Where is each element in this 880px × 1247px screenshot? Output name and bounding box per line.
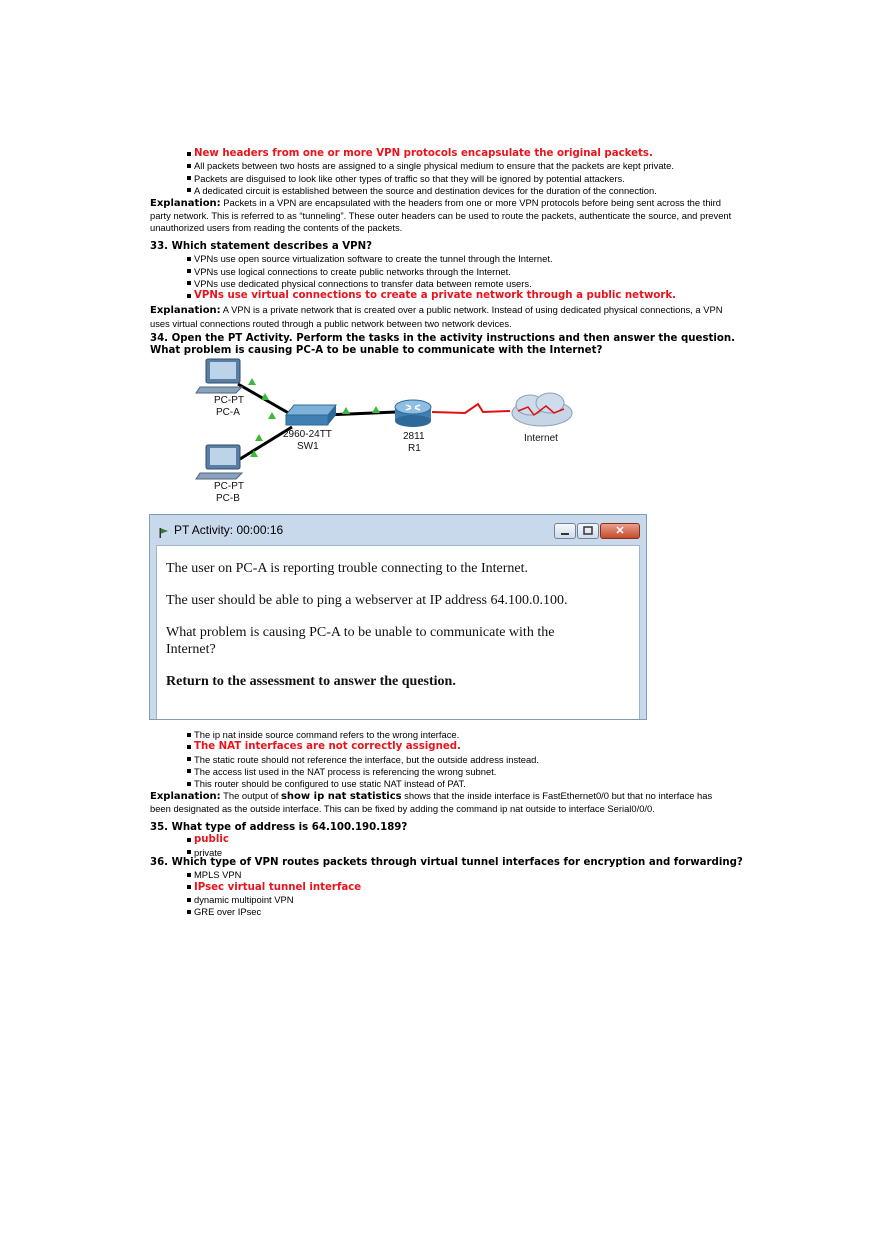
q36-section <box>0 857 750 918</box>
pt-instruction-2: The user should be able to ping a webserver at IP address 64.100.0.100. <box>166 593 568 608</box>
packet-tracer-icon <box>158 527 170 539</box>
pt-instruction-3: What problem is causing PC-A to be unable to communicate with the Internet? <box>166 625 555 657</box>
internet-label: Internet <box>524 433 558 444</box>
pt-window-title: PT Activity: 00:00:16 <box>174 523 284 537</box>
pc-b-icon <box>196 445 242 479</box>
maximize-icon <box>578 524 598 538</box>
explanation-text-pre: The output of <box>220 790 281 802</box>
minimize-button[interactable] <box>554 523 576 539</box>
q32-option-4: A dedicated circuit is established between the source and destination devices for the duration of the connection. <box>187 185 735 197</box>
q35-question: 35. What type of address is 64.100.190.189? <box>150 822 408 833</box>
q34-option-3: The static route should not reference the interface, but the outside address instead. <box>187 754 735 766</box>
q33-option-4: VPNs use virtual connections to create a private network through a public network. <box>187 290 740 302</box>
q35-option-1: public <box>187 834 740 846</box>
q32-options <box>0 148 735 197</box>
pc-a-name-label: PC-A <box>216 407 240 418</box>
router-name-label: R1 <box>408 443 421 454</box>
q33-explanation <box>150 303 735 330</box>
network-topology-diagram <box>150 357 670 517</box>
maximize-button[interactable] <box>577 523 599 539</box>
q33-option-1: VPNs use open source virtualization software to create the tunnel through the Internet. <box>187 253 740 265</box>
router-icon <box>395 400 431 427</box>
q34-options <box>0 729 735 790</box>
internet-cloud-icon <box>512 393 572 426</box>
q34-question-line2: What problem is causing PC-A to be unable to communicate with the Internet? <box>150 345 603 357</box>
q35-option-2: private <box>187 847 740 859</box>
q34-explanation <box>150 790 735 815</box>
pt-instruction-1: The user on PC-A is reporting trouble connecting to the Internet. <box>166 561 528 576</box>
pc-a-type-label: PC-PT <box>214 395 244 406</box>
router-model-label: 2811 <box>403 431 425 442</box>
switch-icon <box>286 405 336 425</box>
link-up-indicator <box>268 412 276 419</box>
q34-answers <box>0 729 735 815</box>
explanation-text-post: shows that the inside interface is FastEthernet0/0 but that no interface has been designated as the outside interface. This can be fixed by adding the command ip nat outside to interface Serial0/0/0. <box>150 790 713 815</box>
link-up-indicator <box>372 406 380 413</box>
q36-option-4: GRE over IPsec <box>187 906 750 918</box>
pt-activity-window <box>149 514 647 720</box>
q33-option-2: VPNs use logical connections to create public networks through the Internet. <box>187 266 740 278</box>
pc-a-icon <box>196 359 242 393</box>
explanation-label: Explanation: <box>150 198 221 210</box>
q33-section <box>0 241 740 330</box>
switch-model-label: 2960-24TT <box>283 429 332 440</box>
q36-option-2: IPsec virtual tunnel interface <box>187 882 750 894</box>
q32-option-3: Packets are disguised to look like other types of traffic so that they will be ignored by potential attackers. <box>187 173 735 185</box>
q33-option-3: VPNs use dedicated physical connections to transfer data between remote users. <box>187 278 740 290</box>
q36-options <box>0 869 750 918</box>
q34-question-line1: 34. Open the PT Activity. Perform the tasks in the activity instructions and then answer the question. <box>150 333 736 344</box>
q34-option-5: This router should be configured to use static NAT instead of PAT. <box>187 778 735 790</box>
link-up-indicator <box>255 434 263 441</box>
q34-option-4: The access list used in the NAT process is referencing the wrong subnet. <box>187 766 735 778</box>
q33-options <box>0 253 740 302</box>
explanation-command: show ip nat statistics <box>280 791 402 803</box>
link-r1-internet <box>432 404 510 413</box>
q34-section <box>0 333 740 358</box>
link-up-indicator <box>342 407 350 414</box>
close-icon: ✕ <box>615 525 625 537</box>
q35-section <box>0 822 740 859</box>
q36-question: 36. Which type of VPN routes packets through virtual tunnel interfaces for encryption and forwarding? <box>150 857 743 868</box>
explanation-label: Explanation: <box>150 305 221 317</box>
q32-option-2: All packets between two hosts are assigned to a single physical medium to ensure that the packets are kept private. <box>187 160 735 172</box>
q33-question: 33. Which statement describes a VPN? <box>150 241 373 252</box>
pc-b-name-label: PC-B <box>216 493 240 504</box>
q36-option-1: MPLS VPN <box>187 869 750 881</box>
q34-option-2: The NAT interfaces are not correctly assigned. <box>187 741 735 753</box>
link-up-indicator <box>248 378 256 385</box>
close-button[interactable] <box>600 523 640 539</box>
q32-section <box>0 148 735 234</box>
q32-option-1: New headers from one or more VPN protocols encapsulate the original packets. <box>187 148 735 160</box>
explanation-label: Explanation: <box>150 791 221 803</box>
pc-b-type-label: PC-PT <box>214 481 244 492</box>
pt-window-content <box>156 545 640 719</box>
q32-explanation <box>150 197 735 234</box>
minimize-icon <box>555 524 575 538</box>
q34-option-1: The ip nat inside source command refers to the wrong interface. <box>187 729 735 741</box>
q35-options <box>0 834 740 859</box>
explanation-text: Packets in a VPN are encapsulated with the headers from one or more VPN protocols before being sent across the third party network. This is referred to as “tunneling”. These outer headers can be used to route the packets, authenticate the source, and prevent unauthorized users from reading the contents of the packets. <box>150 197 732 234</box>
q36-option-3: dynamic multipoint VPN <box>187 894 750 906</box>
pt-instruction-4: Return to the assessment to answer the question. <box>166 674 456 689</box>
explanation-text: A VPN is a private network that is created over a public network. Instead of using dedicated physical connections, a VPN uses virtual connections routed through a public network between two network devices. <box>150 304 723 330</box>
switch-name-label: SW1 <box>297 441 319 452</box>
